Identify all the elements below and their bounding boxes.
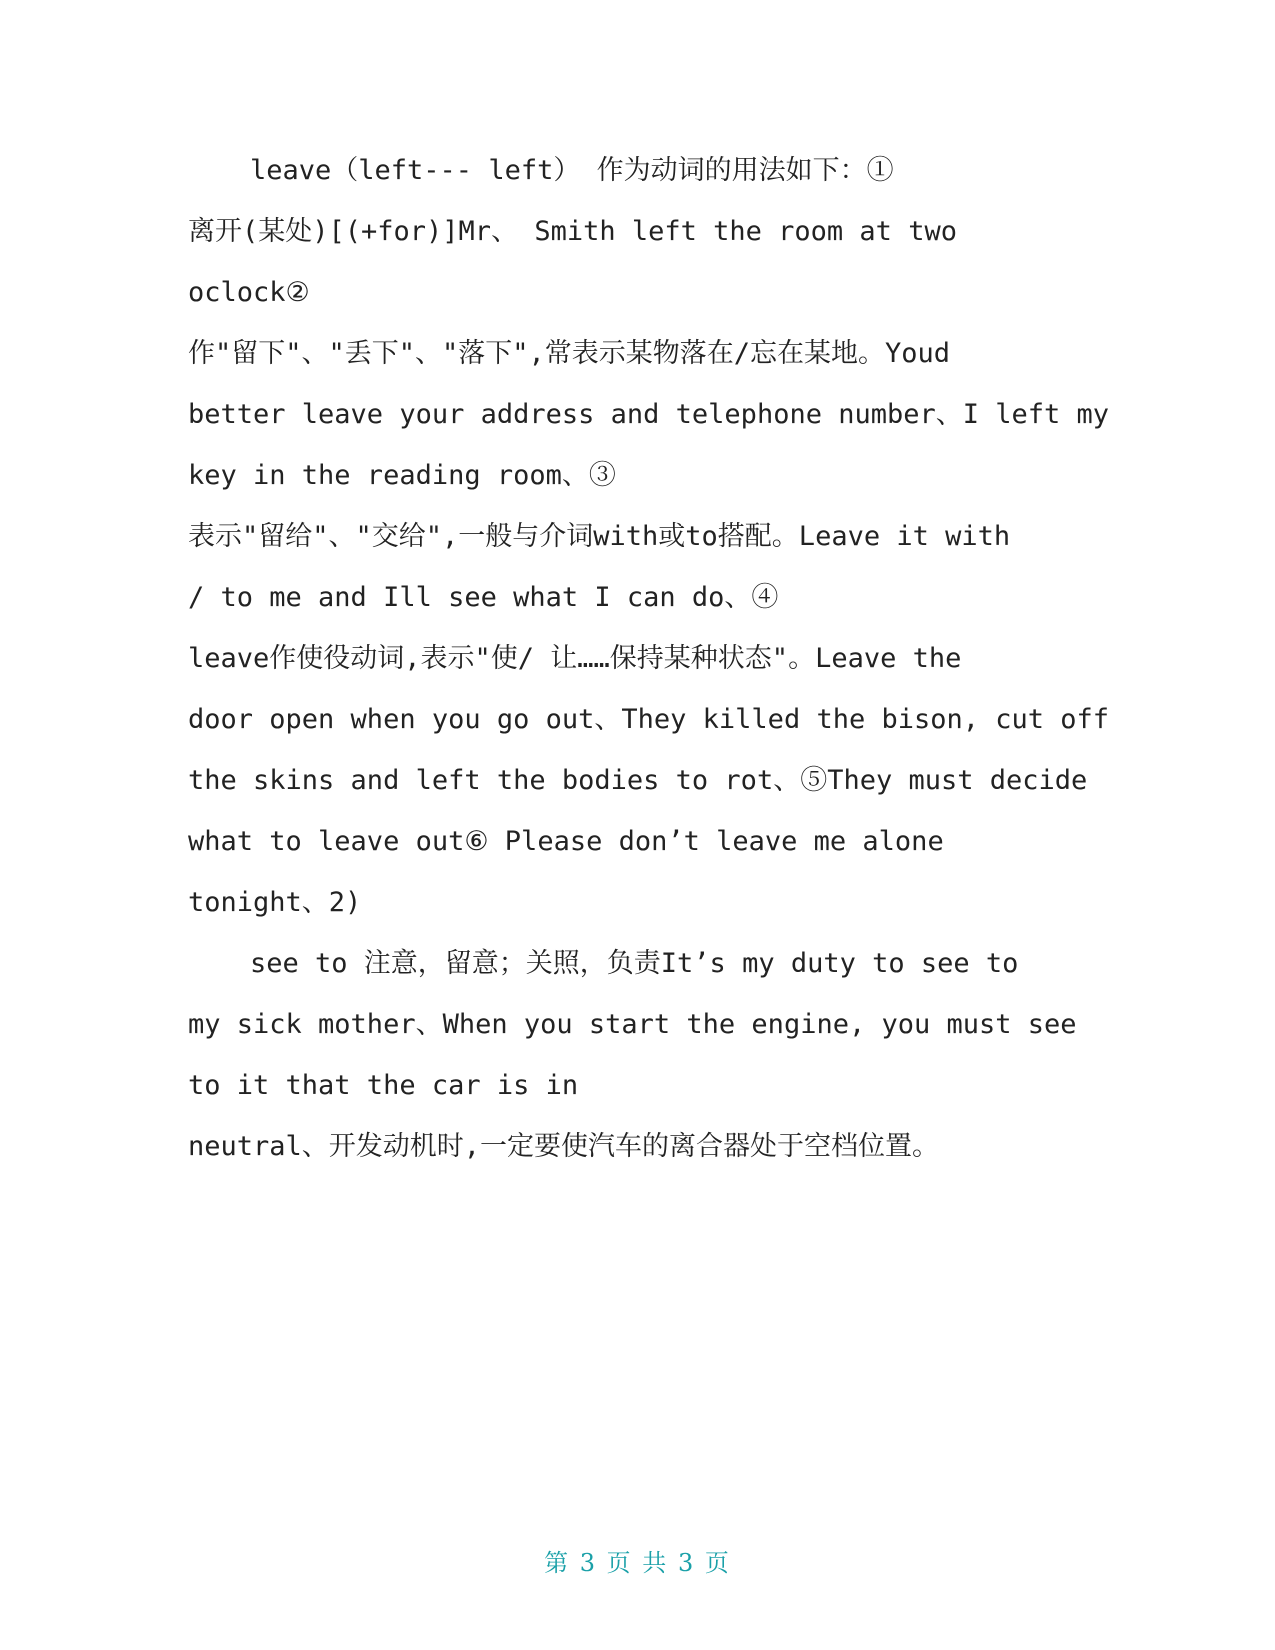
text-line: the skins and left the bodies to rot、⑤They must decide <box>188 765 1088 796</box>
text-line: better leave your address and telephone number、I left my <box>188 399 1110 430</box>
text-line: my sick mother、When you start the engine, you must see <box>188 1009 1077 1040</box>
text-line: oclock② <box>188 277 310 308</box>
text-line: leave作使役动词,表示"使/ 让……保持某种状态"。Leave the <box>188 643 962 674</box>
text-line: 作"留下"、"丢下"、"落下",常表示某物落在/忘在某地。Youd <box>188 338 951 369</box>
text-line: what to leave out⑥ Please don’t leave me alone <box>188 826 944 857</box>
text-line: see to 注意，留意；关照，负责It’s my duty to see to <box>250 948 1019 979</box>
text-line: 表示"留给"、"交给",一般与介词with或to搭配。Leave it with <box>188 521 1011 552</box>
text-line: to it that the car is in <box>188 1070 579 1101</box>
page-number-footer: 第 3 页 共 3 页 <box>544 1549 731 1577</box>
text-line: leave（left--- left） 作为动词的用法如下：① <box>250 155 894 186</box>
text-line: tonight、2) <box>188 887 362 918</box>
text-line: key in the reading room、③ <box>188 460 616 491</box>
text-line: door open when you go out、They killed the bison, cut off <box>188 704 1110 735</box>
text-line: 离开(某处)[(+for)]Mr、 Smith left the room at two <box>188 216 957 247</box>
document-body <box>188 140 1110 1177</box>
text-line: / to me and Ill see what I can do、④ <box>188 582 779 613</box>
text-line: neutral、开发动机时,一定要使汽车的离合器处于空档位置。 <box>188 1131 940 1162</box>
